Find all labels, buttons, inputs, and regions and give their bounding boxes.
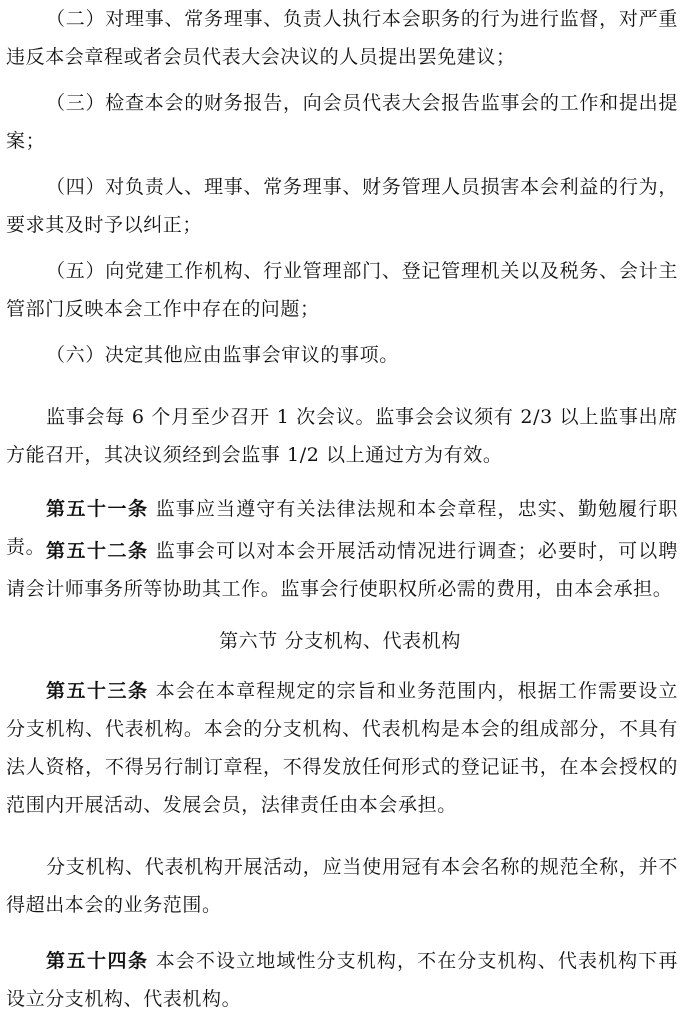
article-52-text: 监事会可以对本会开展活动情况进行调查；必要时，可以聘请会计师事务所等协助其工作。监事会行使职权所必需的费用，由本会承担。 (6, 540, 678, 600)
article-51-text: 监事应当遵守有关法律法规和本会章程，忠实、勤勉履行职责。 (6, 498, 678, 558)
paragraph-branch-naming: 分支机构、代表机构开展活动，应当使用冠有本会名称的规范全称，并不得超出本会的业务范围。 (6, 856, 678, 916)
article-54 (6, 942, 678, 1018)
paragraph-duty-4: （四）对负责人、理事、常务理事、财务管理人员损害本会利益的行为，要求其及时予以纠正； (6, 176, 678, 236)
paragraph-duty-6: （六）决定其他应由监事会审议的事项。 (46, 344, 399, 366)
article-53-number: 第五十三条 (46, 680, 149, 702)
article-53 (6, 672, 678, 824)
paragraph-duty-3: （三）检查本会的财务报告，向会员代表大会报告监事会的工作和提出提案； (6, 92, 678, 152)
article-54-text: 本会不设立地域性分支机构，不在分支机构、代表机构下再设立分支机构、代表机构。 (6, 950, 678, 1010)
paragraph-duty-5: （五）向党建工作机构、行业管理部门、登记管理机关以及税务、会计主管部门反映本会工作中存在的问题； (6, 260, 678, 320)
article-51-number: 第五十一条 (46, 498, 149, 520)
article-52 (6, 532, 678, 608)
paragraph-meeting-rules: 监事会每 6 个月至少召开 1 次会议。监事会会议须有 2/3 以上监事出席方能召开，其决议须经到会监事 1/2 以上通过方为有效。 (6, 406, 678, 466)
article-53-text: 本会在本章程规定的宗旨和业务范围内，根据工作需要设立分支机构、代表机构。本会的分支机构、代表机构是本会的组成部分，不具有法人资格，不得另行制订章程，不得发放任何形式的登记证书，在本会授权的范围内开展活动、发展会员，法律责任由本会承担。 (6, 680, 678, 816)
paragraph-duty-2: （二）对理事、常务理事、负责人执行本会职务的行为进行监督，对严重违反本会章程或者会员代表大会决议的人员提出罢免建议； (6, 8, 678, 68)
article-54-number: 第五十四条 (46, 950, 149, 972)
article-52-number: 第五十二条 (46, 540, 149, 562)
section-title: 第六节 分支机构、代表机构 (219, 630, 461, 652)
